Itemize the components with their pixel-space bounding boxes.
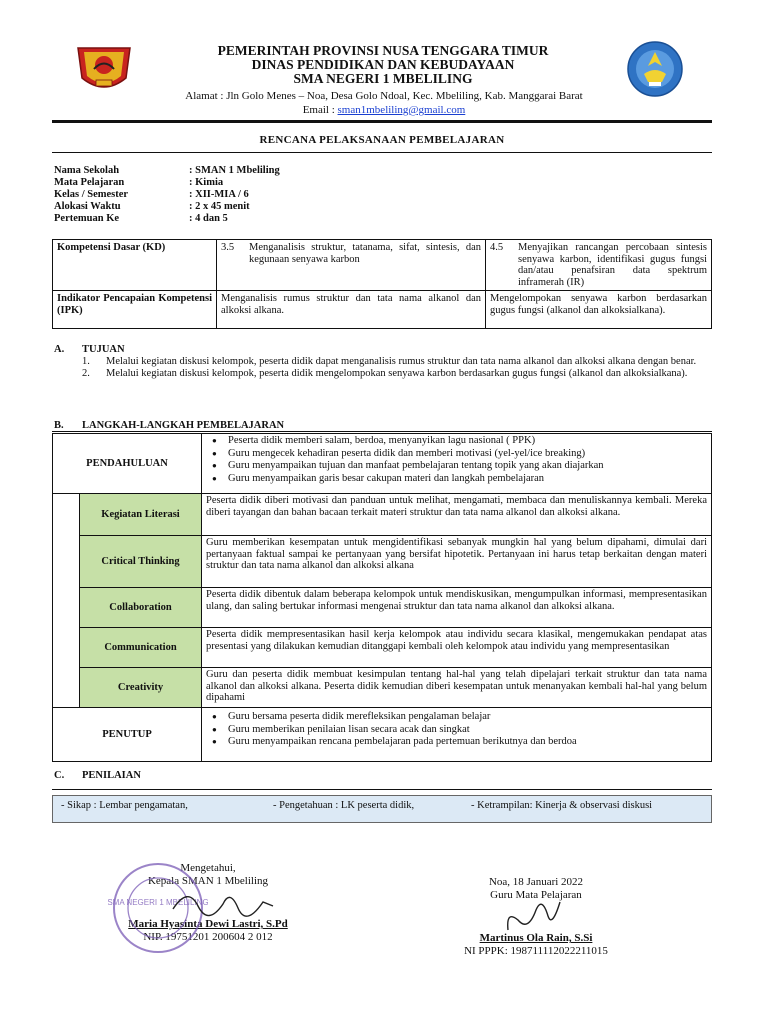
tujuan-item-number: 2. (82, 367, 90, 379)
inti-row (53, 494, 712, 536)
info-row (54, 189, 280, 201)
info-label: Alokasi Waktu (54, 201, 121, 212)
kd-text-1: Menganalisis struktur, tatanama, sifat, sintesis, dan kegunaan senyawa karbon (249, 242, 481, 265)
inti-text-creativity: Guru dan peserta didik membuat kesimpulan tentang hal-hal yang telah dipelajari terkait struktur dan tata nama alkanol dan alkoksi alkana. Peserta didik kemudian diberi kesempatan untuk menanyakan kembali hal-hal yang belum dipahami (202, 668, 712, 708)
header-email-line (100, 104, 668, 117)
inti-row (53, 588, 712, 628)
penutup-label: PENUTUP (53, 708, 202, 762)
info-label: Pertemuan Ke (54, 213, 120, 224)
signature-right (446, 876, 626, 958)
penutup-list (206, 711, 707, 749)
penilaian-item-pengetahuan: - Pengetahuan : LK peserta didik, (273, 800, 415, 811)
tujuan-heading (54, 344, 125, 355)
ipk-label: Indikator Pencapaian Kompetensi (IPK) (53, 291, 217, 329)
tujuan-heading-letter: A. (54, 344, 65, 355)
penilaian-heading-letter: C. (54, 770, 65, 781)
pendahuluan-list (206, 435, 707, 485)
info-table (54, 165, 280, 225)
inti-label-creativity: Creativity (80, 668, 202, 708)
tujuan-item (82, 368, 712, 380)
kd-text-2: Menyajikan rancangan percobaan sintesis senyawa karbon, identifikasi gugus fungsi dan/atau penafsiran data spektrum inframerah (IR) (518, 242, 707, 288)
pendahuluan-row (53, 434, 712, 494)
info-label: Nama Sekolah (54, 165, 120, 176)
header-department: DINAS PENDIDIKAN DAN KEBUDAYAAN (251, 57, 515, 72)
pendahuluan-item: ● Guru menyampaikan garis besar cakupan materi dan langkah pembelajaran (228, 473, 707, 486)
left-signer-id: NIP. 19751201 200604 2 012 (143, 931, 273, 943)
inti-row (53, 536, 712, 588)
inti-label-communication: Communication (80, 628, 202, 668)
penilaian-heading-rule (52, 789, 712, 790)
langkah-heading (54, 420, 284, 431)
left-position: Kepala SMAN 1 Mbeliling (147, 875, 269, 887)
langkah-heading-rule (52, 431, 712, 432)
kd-number-2: 4.5 (490, 242, 504, 253)
inti-spacer (53, 494, 80, 708)
tujuan-item (82, 356, 712, 368)
header-address: Alamat : Jln Golo Menes – Noa, Desa Golo Ndoal, Kec. Mbeliling, Kab. Manggarai Barat (185, 90, 583, 102)
email-link[interactable]: sman1mbeliling@gmail.com (337, 104, 466, 116)
inti-text-critical-thinking: Guru memberikan kesempatan untuk mengidentifikasi sebanyak mungkin hal yang belum dipahami, dimulai dari pertanyaan faktual sampai ke pertanyaan yang bersifat hipotetik. Pertanyaan ini harus tetap berkaitan dengan materi struktur dan tata nama alkanol dan alkoksi alkana (202, 536, 712, 588)
title-rule (52, 152, 712, 153)
tujuan-item-text: Melalui kegiatan diskusi kelompok, peserta didik mengelompokan senyawa karbon berdasarkan gugus fungsi (alkanol dan alkoksialkana). (106, 367, 688, 379)
signature-scribble-left (168, 884, 278, 918)
inti-row (53, 628, 712, 668)
info-row (54, 165, 280, 177)
penilaian-item-ketrampilan: - Ketrampilan: Kinerja & observasi diskusi (471, 800, 653, 811)
tujuan-heading-text: TUJUAN (82, 344, 125, 355)
penilaian-heading (54, 770, 141, 781)
info-value: : Kimia (189, 177, 224, 188)
pendahuluan-content (202, 434, 712, 494)
kd-ipk-table (52, 239, 712, 329)
stamp-center-text: SMA NEGERI 1 MBELILING (108, 898, 208, 907)
pendahuluan-item: ● Guru menyampaikan tujuan dan manfaat pembelajaran tentang topik yang akan diajarkan (228, 460, 707, 473)
penilaian-box (52, 795, 712, 823)
pendahuluan-label: PENDAHULUAN (53, 434, 202, 494)
penutup-item: ● Guru bersama peserta didik merefleksikan pengalaman belajar (228, 711, 707, 724)
info-label: Mata Pelajaran (54, 177, 125, 188)
kd-cell-1 (217, 240, 486, 291)
kd-row (53, 240, 712, 291)
info-row (54, 201, 280, 213)
penutup-item: ● Guru memberikan penilaian lisan secara acak dan singkat (228, 724, 707, 737)
signature-scribble-right (498, 890, 568, 942)
info-row (54, 213, 280, 225)
ipk-text-1: Menganalisis rumus struktur dan tata nama alkanol dan alkoksi alkana. (217, 291, 486, 329)
header-school: SMA NEGERI 1 MBELILING (293, 71, 473, 86)
penutup-row (53, 708, 712, 762)
right-signer-name: Martinus Ola Rain, S.Si (479, 932, 593, 944)
langkah-table (52, 433, 712, 762)
kd-cell-2 (486, 240, 712, 291)
info-value: : XII-MIA / 6 (189, 189, 249, 200)
tujuan-item-text: Melalui kegiatan diskusi kelompok, peserta didik dapat menganalisis rumus struktur dan tata nama alkanol dan alkoksi alkana dengan benar. (106, 356, 697, 367)
penutup-content (202, 708, 712, 762)
inti-text-literasi: Peserta didik diberi motivasi dan panduan untuk melihat, mengamati, membaca dan menuliskannya kembali. Mereka diberi tayangan dan bahan bacaan terkait materi struktur dan tata nama alkanol dan alkoksi alkana. (202, 494, 712, 536)
signature-left (108, 862, 308, 944)
inti-label-critical-thinking: Critical Thinking (80, 536, 202, 588)
email-label: Email : (302, 104, 338, 116)
pendahuluan-item: ● Peserta didik memberi salam, berdoa, menyanyikan lagu nasional ( PPK) (228, 435, 707, 448)
left-signer-name: Maria Hyasinta Dewi Lastri, S.Pd (128, 918, 288, 930)
info-value: : 2 x 45 menit (189, 201, 250, 212)
ipk-text-2: Mengelompokan senyawa karbon berdasarkan gugus fungsi (alkanol dan alkoksialkana). (486, 291, 712, 329)
right-signer-id: NI PPPK: 198711112022211015 (464, 945, 608, 957)
right-date: Noa, 18 Januari 2022 (488, 876, 584, 888)
langkah-heading-letter: B. (54, 420, 64, 431)
penilaian-item-sikap: - Sikap : Lembar pengamatan, (61, 800, 188, 811)
left-greeting: Mengetahui, (180, 862, 236, 874)
langkah-heading-text: LANGKAH-LANGKAH PEMBELAJARAN (82, 420, 285, 431)
kd-label: Kompetensi Dasar (KD) (53, 240, 217, 291)
document-title: RENCANA PELAKSANAAN PEMBELAJARAN (259, 134, 505, 146)
pendahuluan-item: ● Guru mengecek kehadiran peserta didik dan memberi motivasi (yel-yel/ice breaking) (228, 448, 707, 461)
kd-number-1: 3.5 (221, 242, 235, 253)
penilaian-heading-text: PENILAIAN (82, 770, 141, 781)
tujuan-item-number: 1. (82, 356, 90, 367)
inti-label-collaboration: Collaboration (80, 588, 202, 628)
header-rule-thick (52, 120, 712, 123)
inti-row (53, 668, 712, 708)
tujuan-list (82, 356, 712, 380)
right-position: Guru Mata Pelajaran (490, 889, 582, 901)
left-logo (74, 38, 134, 96)
penutup-item: ● Guru menyampaikan rencana pembelajaran pada pertemuan berikutnya dan berdoa (228, 736, 707, 749)
info-value: : 4 dan 5 (189, 213, 228, 224)
inti-text-collaboration: Peserta didik dibentuk dalam beberapa kelompok untuk mendiskusikan, mengumpulkan informasi, mempresentasikan ulang, dan saling bertukar informasi mengenai struktur dan tata nama alkanol dan alkoksi alkana. (202, 588, 712, 628)
ntt-province-emblem-icon (74, 38, 134, 96)
ipk-row (53, 291, 712, 329)
info-label: Kelas / Semester (54, 189, 129, 200)
info-row (54, 177, 280, 189)
header-province: PEMERINTAH PROVINSI NUSA TENGGARA TIMUR (217, 43, 549, 58)
inti-label-literasi: Kegiatan Literasi (80, 494, 202, 536)
inti-text-communication: Peserta didik mempresentasikan hasil kerja kelompok atau individu secara klasikal, mengemukakan pendapat atas presentasi yang dilakukan kemudian ditanggapi kembali oleh kelompok atau individu yang mempresentasikan (202, 628, 712, 668)
info-value: : SMAN 1 Mbeliling (189, 165, 280, 176)
